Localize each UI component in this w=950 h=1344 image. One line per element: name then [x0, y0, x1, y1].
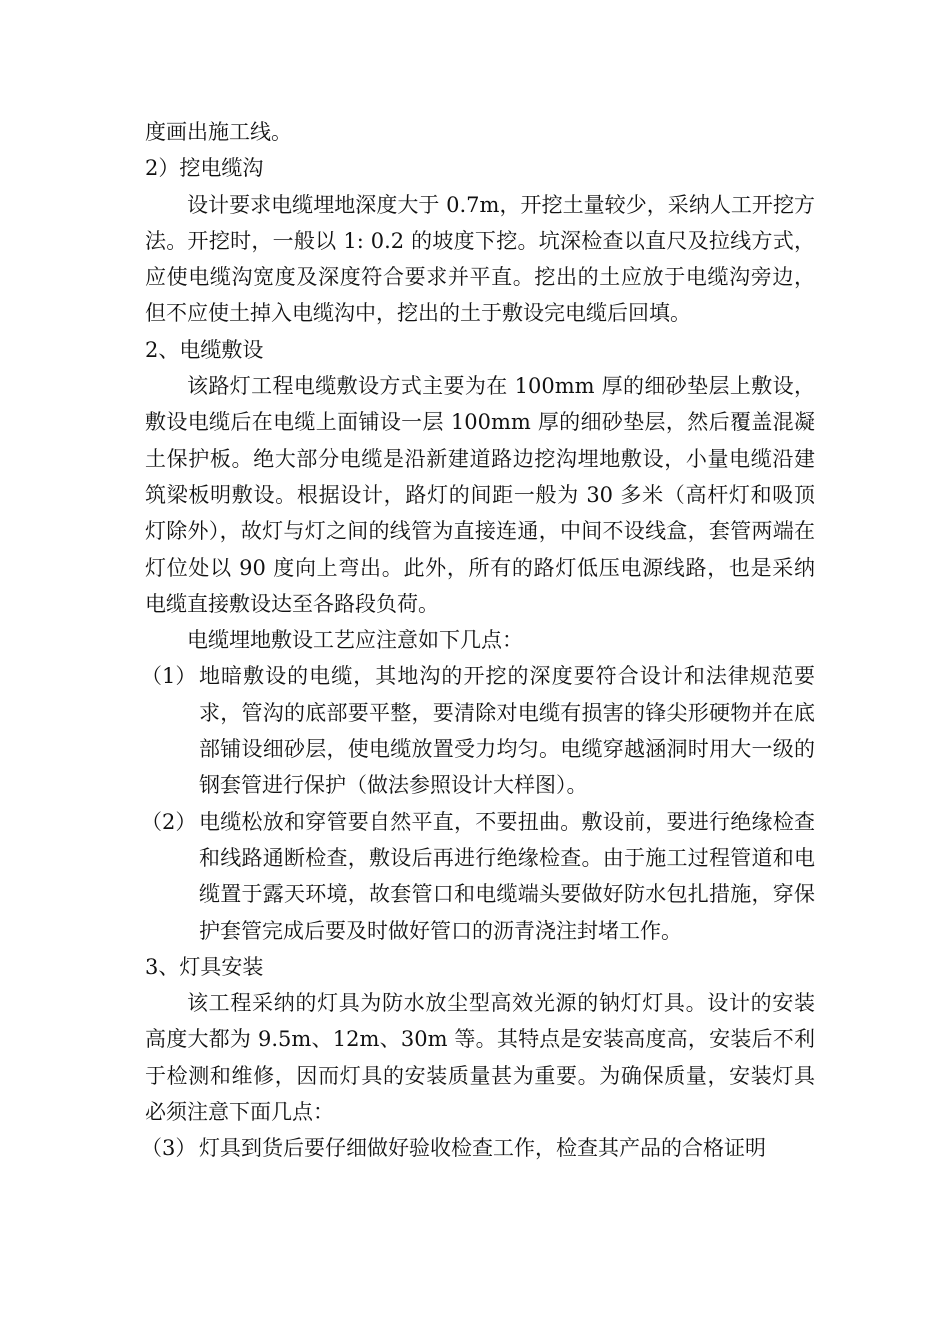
list-item-3 [141, 1130, 815, 1166]
list-item-text: 灯具到货后要仔细做好验收检查工作，检查其产品的合格证明 [199, 1136, 766, 1161]
list-item-text: 电缆松放和穿管要自然平直，不要扭曲。敷设前，要进行绝缘检查和线路通断检查，敷设后再进行绝缘检查。由于施工过程管道和电缆置于露天环境，故套管口和电缆端头要做好防水包扎措施，穿保护套管完成后要及时做好管口的沥青浇注封堵工作。 [199, 809, 815, 943]
list-marker: （2） [141, 809, 197, 834]
paragraph-trench-design: 设计要求电缆埋地深度大于 0.7m，开挖土量较少，采纳人工开挖方法。开挖时，一般以 1: 0.2 的坡度下挖。坑深检查以直尺及拉线方式，应使电缆沟宽度及深度符合要求并平直。挖出的土应放于电缆沟旁边，但不应使土掉入电缆沟中，挖出的土于敷设完电缆后回填。 [145, 192, 815, 326]
list-item-1 [141, 658, 815, 803]
paragraph-cable-notes-intro: 电缆埋地敷设工艺应注意如下几点： [187, 628, 523, 653]
heading-dig-cable-trench: 2）挖电缆沟 [145, 156, 264, 181]
list-marker: （1） [141, 664, 197, 689]
paragraph-continuation: 度画出施工线。 [145, 120, 292, 144]
paragraph-cable-laying-method: 该路灯工程电缆敷设方式主要为在 100mm 厚的细砂垫层上敷设，敷设电缆后在电缆上面铺设一层 100mm 厚的细砂垫层，然后覆盖混凝土保护板。绝大部分电缆是沿新建道路边挖沟埋地敷设，小量电缆沿建筑梁板明敷设。根据设计，路灯的间距一般为 30 多米（高杆灯和吸顶灯除外），故灯与灯之间的线管为直接连通，中间不设线盒，套管两端在灯位处以 90 度向上弯出。此外，所有的路灯低压电源线路，也是采纳电缆直接敷设达至各路段负荷。 [145, 374, 815, 616]
list-item-text: 地暗敷设的电缆，其地沟的开挖的深度要符合设计和法律规范要求，管沟的底部要平整，要清除对电缆有损害的锋尖形硬物并在底部铺设细砂层，使电缆放置受力均匀。电缆穿越涵洞时用大一级的钢套管进行保护（做法参照设计大样图）。 [199, 664, 815, 798]
heading-cable-laying: 2、电缆敷设 [145, 337, 264, 362]
heading-lamp-installation: 3、灯具安装 [145, 954, 264, 979]
list-item-2 [141, 804, 815, 949]
list-marker: （3） [141, 1136, 197, 1161]
document-body [141, 114, 815, 1167]
paragraph-lamp-installation: 该工程采纳的灯具为防水放尘型高效光源的钠灯灯具。设计的安装高度大都为 9.5m、12m、30m 等。其特点是安装高度高，安装后不利于检测和维修，因而灯具的安装质量甚为重要。为确保质量，安装灯具必须注意下面几点： [145, 991, 815, 1125]
